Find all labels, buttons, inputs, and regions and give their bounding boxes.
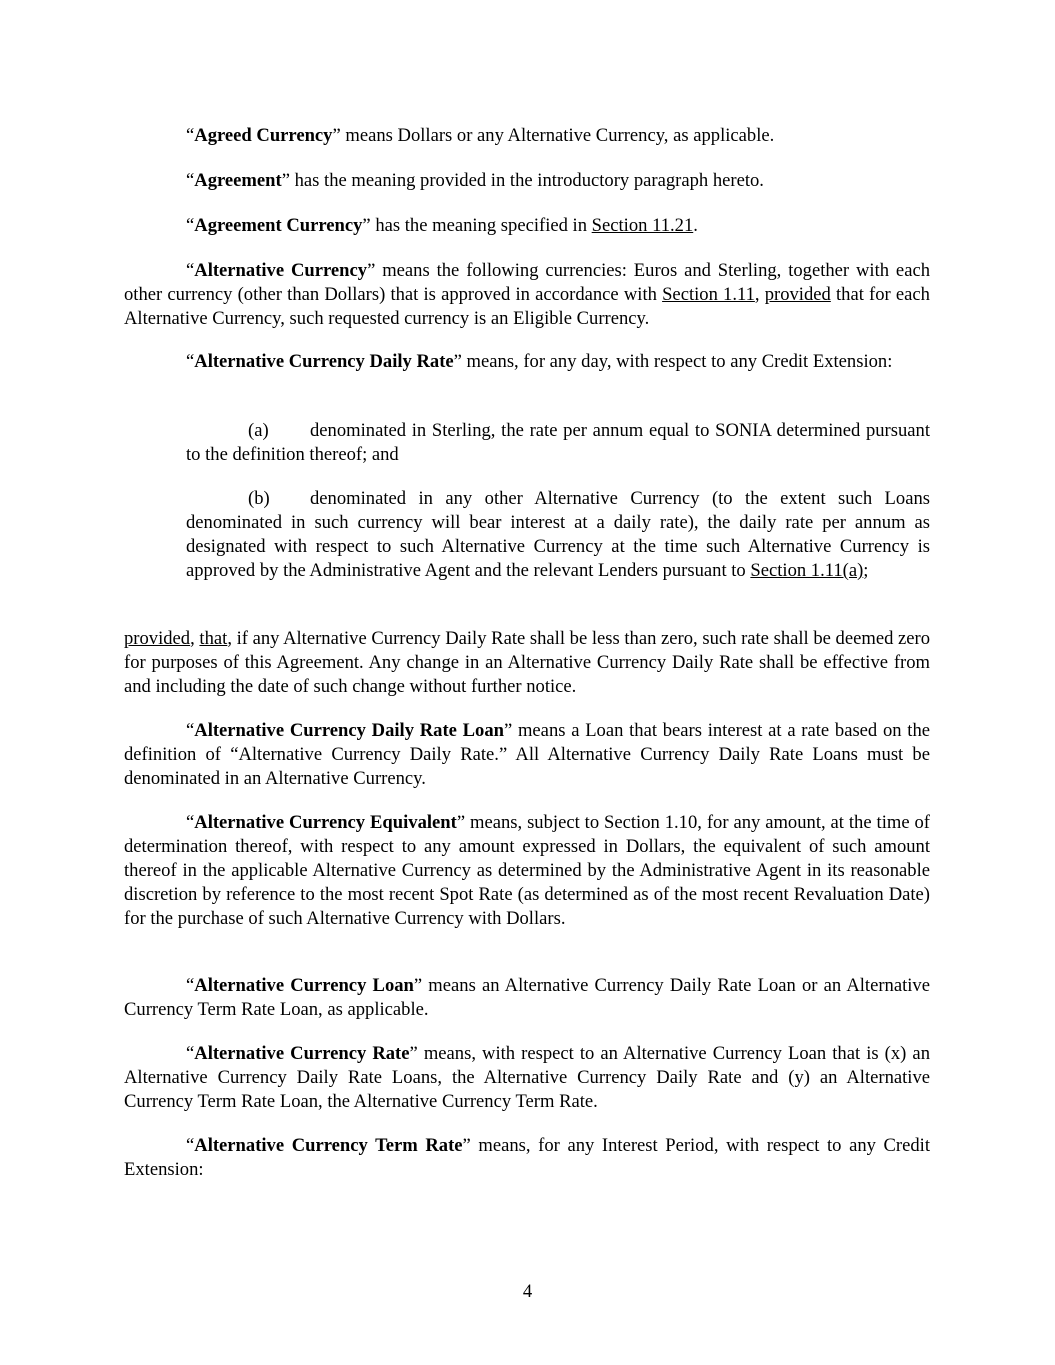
defined-term: Agreed Currency: [194, 125, 333, 146]
clause-a: (a) denominated in Sterling, the rate per annum equal to SONIA determined pursuant to the definition thereof; and: [186, 420, 930, 465]
defined-term: Alternative Currency: [194, 260, 368, 281]
defined-term: Alternative Currency Equivalent: [194, 812, 457, 833]
defined-term: Agreement: [194, 170, 282, 191]
section-reference: Section 11.21: [591, 215, 694, 236]
definition-alternative-currency-loan: “Alternative Currency Loan” means an Alternative Currency Daily Rate Loan or an Alternative Currency Term Rate Loan, as applicable.: [124, 975, 930, 1020]
definition-alternative-currency-rate: “Alternative Currency Rate” means, with respect to an Alternative Currency Loan that is (x) an Alternative Currency Daily Rate Loans, the Alternative Currency Daily Rate and (y) an Alternative Currency Term Rate Loan, the Alternative Currency Term Rate.: [124, 1043, 930, 1112]
section-reference: Section 1.11: [662, 284, 755, 305]
definition-alternative-currency-daily-rate: “Alternative Currency Daily Rate” means, for any day, with respect to any Credit Extension:: [186, 351, 893, 372]
proviso-word: that: [199, 628, 228, 649]
clause-b: (b) denominated in any other Alternative Currency (to the extent such Loans denominated in such currency will bear interest at a daily rate), the daily rate per annum as designated with respect to such Alternative Currency at the time such Alternative Currency is approved by the Administrative Agent and the relevant Lenders pursuant to Section 1.11(a);: [186, 488, 930, 581]
defined-term: Alternative Currency Daily Rate Loan: [194, 720, 504, 741]
proviso-word: provided: [764, 284, 831, 305]
definition-agreement-currency: “Agreement Currency” has the meaning specified in Section 11.21.: [186, 215, 698, 236]
section-reference: Section 1.11(a): [750, 560, 864, 581]
definition-alternative-currency-daily-rate-loan: “Alternative Currency Daily Rate Loan” means a Loan that bears interest at a rate based on the definition of “Alternative Currency Daily Rate.” All Alternative Currency Daily Rate Loans must be denominated in an Alternative Currency.: [124, 720, 931, 789]
definition-alternative-currency: “Alternative Currency” means the following currencies: Euros and Sterling, together with each other currency (other than Dollars) that is approved in accordance with Section 1.11, provided that for each Alternative Currency, such requested currency is an Eligible Currency.: [124, 260, 930, 329]
clause-label: (a): [248, 420, 269, 441]
clause-label: (b): [248, 488, 270, 509]
defined-term: Alternative Currency Term Rate: [194, 1135, 463, 1156]
definition-agreed-currency: “Agreed Currency” means Dollars or any Alternative Currency, as applicable.: [186, 125, 775, 146]
defined-term: Alternative Currency Daily Rate: [194, 351, 454, 372]
defined-term: Alternative Currency Loan: [194, 975, 414, 996]
page-number: 4: [522, 1281, 533, 1302]
definition-alternative-currency-term-rate: “Alternative Currency Term Rate” means, for any Interest Period, with respect to any Credit Extension:: [124, 1135, 931, 1180]
proviso-word: provided: [124, 628, 191, 649]
definition-agreement: “Agreement” has the meaning provided in the introductory paragraph hereto.: [186, 170, 764, 191]
defined-term: Agreement Currency: [194, 215, 363, 236]
defined-term: Alternative Currency Rate: [194, 1043, 410, 1064]
proviso-paragraph: provided, that, if any Alternative Currency Daily Rate shall be less than zero, such rate shall be deemed zero for purposes of this Agreement. Any change in an Alternative Currency Daily Rate shall be effective from and including the date of such change without further notice.: [124, 628, 931, 697]
definition-alternative-currency-equivalent: “Alternative Currency Equivalent” means, subject to Section 1.10, for any amount, at the time of determination thereof, with respect to any amount expressed in Dollars, the equivalent of such amount thereof in the applicable Alternative Currency as determined by the Administrative Agent in its reasonable discretion by reference to the most recent Spot Rate (as determined as of the most recent Revaluation Date) for the purchase of such Alternative Currency with Dollars.: [124, 812, 930, 929]
